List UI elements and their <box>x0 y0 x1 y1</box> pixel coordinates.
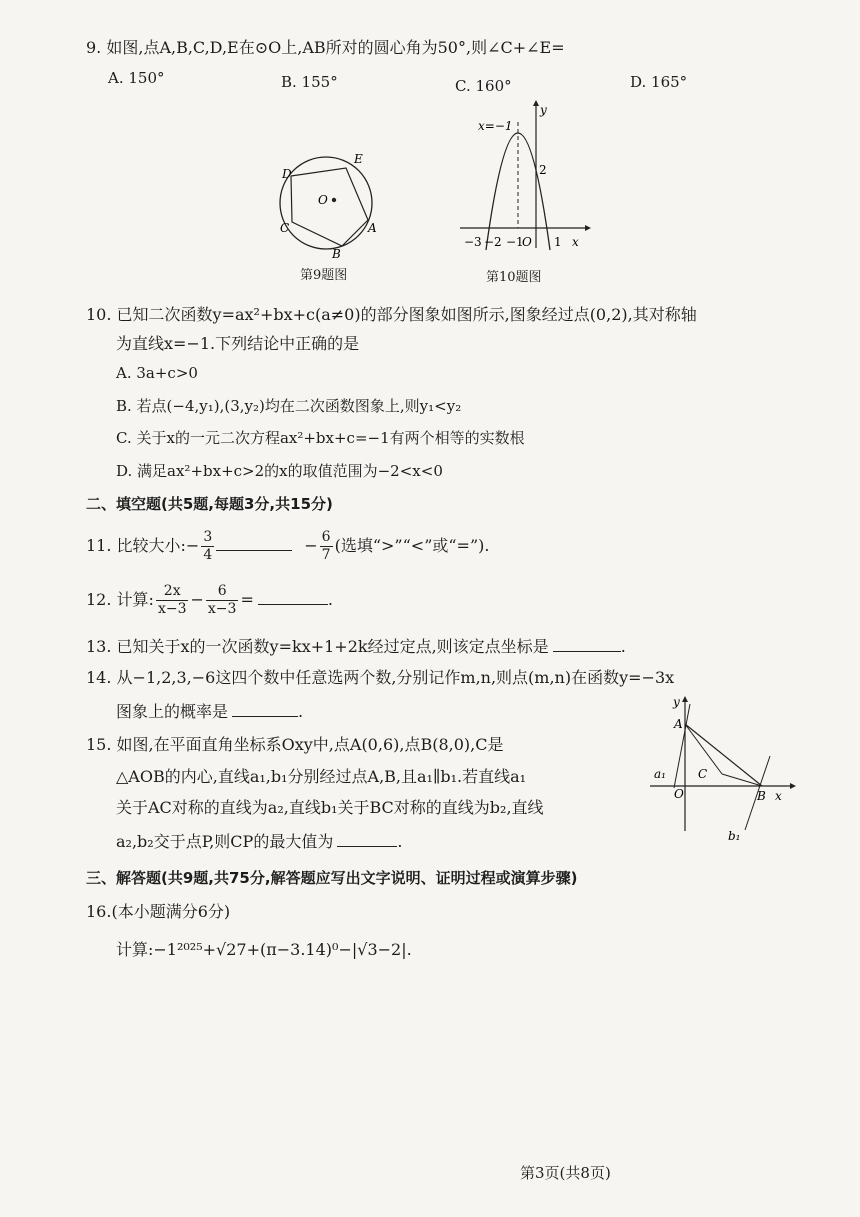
q12-fraction-2: $\frac{6}{x-3}$ <box>207 583 237 617</box>
q14-line1: 14. 从−1,2,3,−6这四个数中任意选两个数,分别记作m,n,则点(m,n)在函数y=−3x <box>86 668 675 687</box>
q9-label-c: C <box>280 221 290 235</box>
q15-line1: 15. 如图,在平面直角坐标系Oxy中,点A(0,6),点B(8,0),C是 <box>86 735 504 754</box>
page-footer: 第3页(共8页) <box>520 1164 611 1182</box>
q15-label-c: C <box>698 767 708 781</box>
q10-option-d: D. 满足ax²+bx+c>2的x的取值范围为−2<x<0 <box>116 462 443 480</box>
q9-option-c: C. 160° <box>455 77 512 95</box>
q11-mid: − <box>304 536 318 555</box>
q15-label-a: A <box>674 717 683 731</box>
q15-label-x: x <box>775 789 782 803</box>
q15-line2: △AOB的内心,直线a₁,b₁分别经过点A,B,且a₁∥b₁.若直线a₁ <box>116 767 527 786</box>
q9-option-b: B. 155° <box>281 73 338 91</box>
q15-end: . <box>397 832 403 851</box>
q11-fraction-2: $\frac{6}{7}$ <box>321 529 331 563</box>
q9-option-a: A. 150° <box>108 69 165 87</box>
q13-text: 13. 已知关于x的一次函数y=kx+1+2k经过定点,则该定点坐标是 <box>86 637 549 656</box>
q9-figure-caption: 第9题图 <box>300 268 348 283</box>
q10-tick-minus2: −2 <box>484 235 502 249</box>
q13-answer-blank[interactable] <box>553 637 621 652</box>
q15-label-b: B <box>757 789 766 803</box>
q14-line2: 图象上的概率是 <box>116 702 229 721</box>
q11 <box>86 526 489 566</box>
q13 <box>86 637 626 657</box>
q10-option-a: A. 3a+c>0 <box>116 364 198 382</box>
q16-expression: 计算:−1²⁰²⁵+√27+(π−3.14)⁰−|√3−2|. <box>116 940 412 959</box>
q10-tick-1: 1 <box>554 235 562 249</box>
q16-title: 16.(本小题满分6分) <box>86 902 231 921</box>
q10-label-x: x <box>572 235 579 249</box>
q13-end: . <box>620 637 626 656</box>
q10-stem-line1: 10. 已知二次函数y=ax²+bx+c(a≠0)的部分图象如图所示,图象经过点(0,2),其对称轴 <box>86 305 697 324</box>
q15-line4: a₂,b₂交于点P,则CP的最大值为 <box>116 832 334 851</box>
q14-answer-blank[interactable] <box>232 702 298 717</box>
q10-tick-minus1: −1 <box>506 235 524 249</box>
q10-stem-line2: 为直线x=−1.下列结论中正确的是 <box>116 334 360 353</box>
q15-label-a1: a₁ <box>654 767 666 781</box>
q15-answer-blank[interactable] <box>337 832 397 847</box>
q12-answer-blank[interactable] <box>258 590 328 605</box>
q12-prefix: 12. 计算: <box>86 590 154 609</box>
q9-stem: 9. 如图,点A,B,C,D,E在⊙O上,AB所对的圆心角为50°,则∠C+∠E= <box>86 38 565 57</box>
q11-fraction-1: $\frac{3}{4}$ <box>203 529 213 563</box>
q12-fraction-1: $\frac{2x}{x-3}$ <box>157 583 187 617</box>
q11-prefix: 11. 比较大小:− <box>86 536 200 555</box>
q10-tick-minus3: −3 <box>464 235 482 249</box>
q10-label-y: y <box>540 103 547 117</box>
q10-option-c: C. 关于x的一元二次方程ax²+bx+c=−1有两个相等的实数根 <box>116 429 525 447</box>
q9-label-a: A <box>368 221 377 235</box>
q9-label-e: E <box>354 152 363 166</box>
q15-label-o: O <box>674 787 684 801</box>
q14-line2-wrap <box>116 702 303 722</box>
q9-option-d: D. 165° <box>630 73 688 91</box>
q10-option-b: B. 若点(−4,y₁),(3,y₂)均在二次函数图象上,则y₁<y₂ <box>116 397 462 415</box>
q11-answer-blank[interactable] <box>216 536 292 551</box>
q12-mid: − <box>190 590 204 609</box>
q9-label-b: B <box>332 247 341 261</box>
q15-label-y: y <box>673 695 680 709</box>
q10-figure <box>460 100 590 250</box>
q10-label-axis: x=−1 <box>478 119 513 133</box>
q15-figure <box>650 696 800 846</box>
q12 <box>86 580 333 620</box>
q9-label-d: D <box>282 167 292 181</box>
section-3-heading: 三、解答题(共9题,共75分,解答题应写出文字说明、证明过程或演算步骤) <box>86 869 578 887</box>
q10-label-2: 2 <box>539 163 547 177</box>
q15-line3: 关于AC对称的直线为a₂,直线b₁关于BC对称的直线为b₂,直线 <box>116 798 544 817</box>
q12-equals: = <box>240 590 254 609</box>
q10-figure-caption: 第10题图 <box>486 270 542 285</box>
q15-label-b1: b₁ <box>728 829 741 843</box>
q9-figure <box>276 148 386 263</box>
q12-end: . <box>327 590 333 609</box>
q11-suffix: (选填“>”“<”或“=”). <box>334 536 490 555</box>
q10-tick-o: O <box>522 235 532 249</box>
q15-line4-wrap <box>116 832 402 852</box>
q9-label-o: O <box>318 193 328 207</box>
section-2-heading: 二、填空题(共5题,每题3分,共15分) <box>86 495 333 513</box>
q14-end: . <box>298 702 304 721</box>
